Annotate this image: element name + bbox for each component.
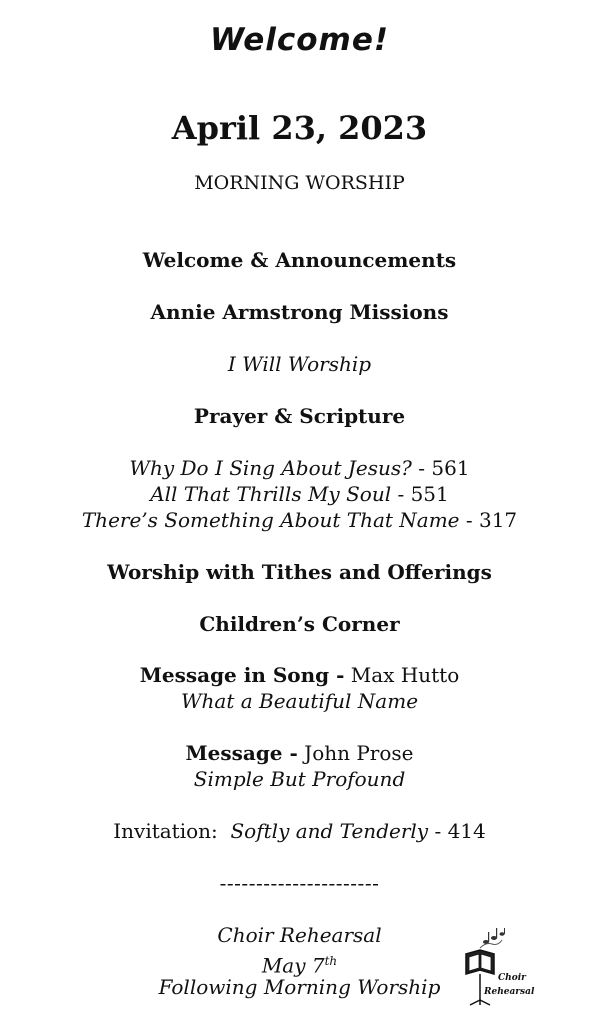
- choir-rehearsal-timing: Following Morning Worship: [158, 975, 441, 999]
- invitation-hymn: Softly and Tenderly: [230, 819, 429, 843]
- logo-text-choir: Choir: [498, 973, 526, 983]
- hymn-number-1: - 561: [411, 456, 470, 480]
- message-in-song-label: Message in Song -: [139, 663, 345, 687]
- item-missions: Annie Armstrong Missions: [150, 300, 449, 324]
- message-line: [0, 740, 599, 766]
- section-divider: ----------------------: [219, 871, 380, 895]
- welcome-heading: Welcome!: [210, 22, 389, 58]
- item-tithes-offerings: Worship with Tithes and Offerings: [107, 560, 492, 584]
- message-label: Message -: [185, 741, 298, 765]
- hymn-title-2: All That Thrills My Soul: [150, 482, 392, 506]
- hymn-line-2: [0, 481, 599, 507]
- choir-date-suffix: th: [324, 954, 338, 968]
- item-welcome-announcements: Welcome & Announcements: [142, 248, 457, 272]
- item-song-worship: I Will Worship: [227, 352, 372, 376]
- hymn-title-3: There’s Something About That Name: [81, 508, 460, 532]
- message-speaker: John Prose: [297, 741, 414, 765]
- invitation-line: [0, 818, 599, 844]
- music-notes-icon: [480, 928, 505, 948]
- hymn-title-1: Why Do I Sing About Jesus?: [129, 456, 412, 480]
- message-in-song-title: What a Beautiful Name: [180, 689, 419, 713]
- invitation-number: - 414: [428, 819, 486, 843]
- item-prayer-scripture: Prayer & Scripture: [193, 404, 406, 428]
- item-childrens-corner: Children’s Corner: [199, 612, 400, 636]
- hymn-number-3: - 317: [459, 508, 518, 532]
- message-in-song-line: [0, 662, 599, 688]
- message-title: Simple But Profound: [193, 767, 406, 791]
- hymn-line-1: [0, 455, 599, 481]
- invitation-label: Invitation:: [113, 819, 231, 843]
- logo-text-rehearsal: Rehearsal: [484, 987, 535, 997]
- service-name: MORNING WORSHIP: [194, 172, 405, 194]
- choir-date-main: May 7: [261, 953, 325, 978]
- service-date: April 23, 2023: [171, 109, 428, 147]
- message-in-song-singer: Max Hutto: [344, 663, 460, 687]
- hymn-line-3: [0, 507, 599, 533]
- choir-rehearsal-heading: Choir Rehearsal: [217, 923, 382, 947]
- hymn-number-2: - 551: [391, 482, 449, 506]
- choir-rehearsal-logo: [458, 928, 538, 1006]
